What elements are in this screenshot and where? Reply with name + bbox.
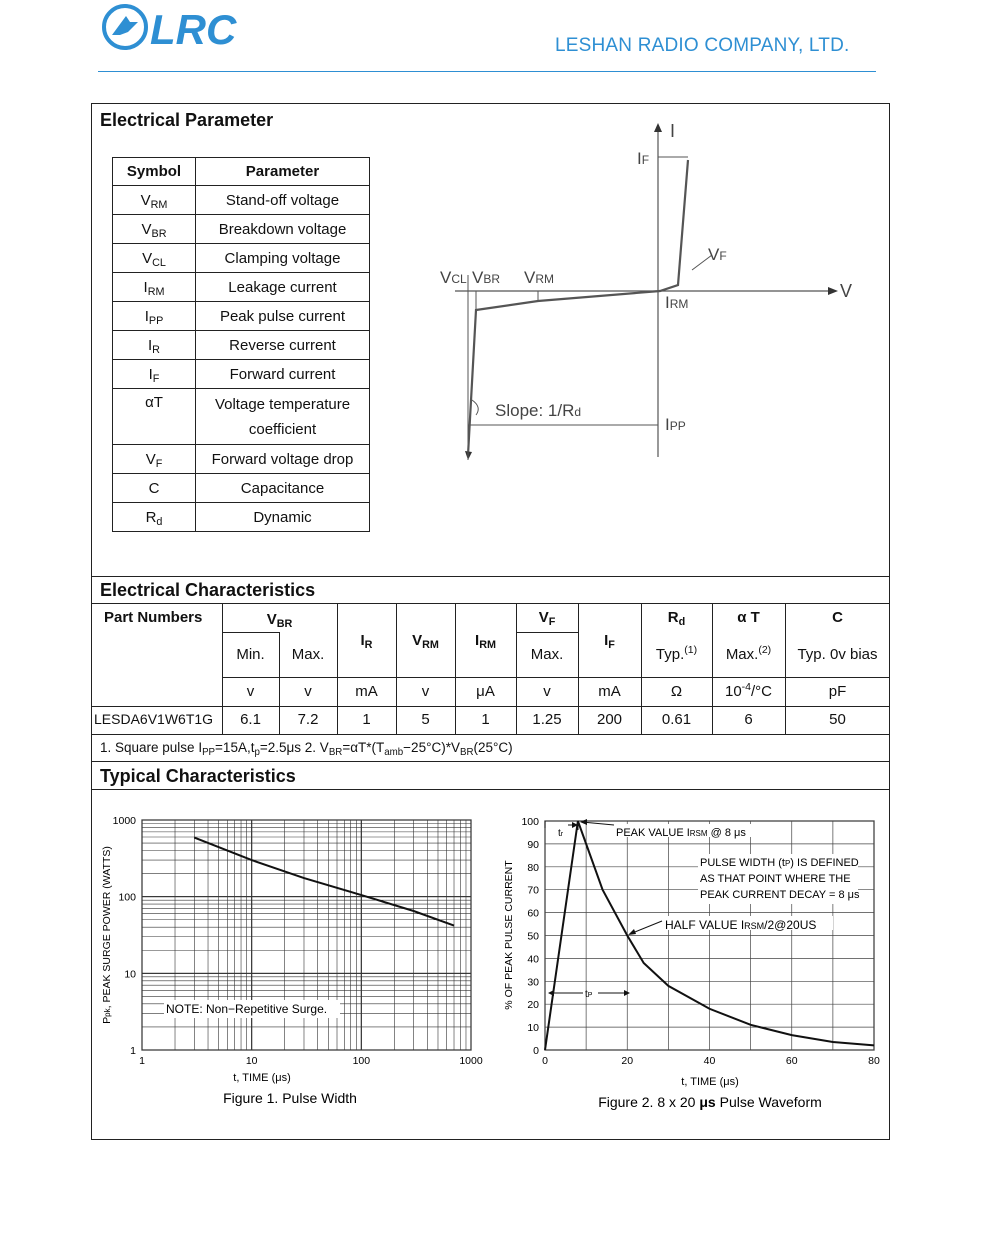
tp-arrow-left-icon (548, 990, 554, 996)
figure-1-caption: Figure 1. Pulse Width (223, 1090, 357, 1106)
x-axis-label: t, TIME (μs) (233, 1072, 291, 1084)
y-tick-label: 1000 (112, 815, 136, 827)
divider (91, 603, 890, 604)
unit-if: mA (598, 683, 621, 700)
section-title-typical-characteristics: Typical Characteristics (100, 766, 296, 786)
table-footnote: 1. Square pulse $I_{PP}=15A,t_p=2.5\mu s$ 2. $V_{BR}=\alpha T*(T_{amb}-25^\circ C)*V_{BR}(25^\circ C)$ (100, 740, 513, 758)
y-tick-label: 60 (527, 907, 539, 920)
section-title-electrical-characteristics: Electrical Characteristics (100, 580, 316, 600)
figure-1-chart (92, 805, 492, 1115)
symbol: I (144, 307, 149, 325)
symbol-sub: CL (152, 256, 166, 269)
parameter: Forward current (196, 360, 370, 389)
tick-labels (521, 816, 880, 1067)
cell-ir: 1 (362, 711, 371, 728)
cell-rd: 0.61 (661, 711, 692, 728)
symbol-sub: RM (147, 285, 165, 298)
pulse-width-line3: PEAK CURRENT DECAY = 8 μs (700, 889, 860, 901)
x-tick-label: 80 (868, 1055, 880, 1067)
x-tick-label: 100 (352, 1055, 371, 1067)
cell-irm: 1 (481, 711, 490, 728)
symbol-sub: PP (148, 314, 164, 327)
col-symbol: Symbol (113, 158, 196, 186)
parameter: Capacitance (196, 474, 370, 503)
parameter-line2: coefficient (248, 420, 317, 438)
symbol: I (148, 365, 153, 383)
unit-vbr-min: v (246, 683, 255, 700)
figure-2-caption: Figure 2. 8 x 20 μs Pulse Waveform (598, 1094, 822, 1110)
symbol: V (140, 191, 151, 209)
unit-c: pF (828, 683, 847, 700)
symbol-sub: F (155, 457, 163, 470)
header-part-numbers: Part Numbers (104, 609, 203, 626)
header-irm: $I_{RM}$ (475, 632, 496, 651)
cell-part-number: LESDA6V1W6T1G (94, 711, 214, 727)
col-parameter: Parameter (196, 158, 370, 186)
y-tick-label: 90 (527, 838, 539, 851)
lrc-logo (100, 2, 270, 52)
table-row (113, 244, 370, 273)
cell-alpha-t: 6 (744, 711, 753, 728)
v-axis-arrow-icon (828, 287, 838, 295)
i-axis-arrow-icon (654, 123, 662, 132)
pulse-width-line1: PULSE WIDTH (tP) IS DEFINED (700, 857, 859, 869)
y-tick-label: 0 (533, 1045, 539, 1057)
half-value-label: HALF VALUE IRSM/2@20US (665, 918, 817, 932)
cell-vf: 1.25 (532, 711, 562, 728)
subheader-typ: Typ.$^{(1)}$ (655, 644, 698, 663)
x-tick-label: 40 (703, 1055, 716, 1067)
parameter: Clamping voltage (196, 244, 370, 273)
symbol: C (148, 479, 160, 497)
header-rd: $R_d$ (667, 609, 686, 628)
parameter: Dynamic (196, 503, 370, 532)
symbol-sub: RM (150, 198, 168, 211)
y-tick-label: 10 (124, 968, 136, 981)
table-row (113, 273, 370, 302)
symbol: V (145, 450, 156, 468)
y-axis-label: Ppk, PEAK SURGE POWER (WATTS) (101, 846, 113, 1024)
symbol-sub: F (152, 372, 160, 385)
table-row (113, 331, 370, 360)
company-name: LESHAN RADIO COMPANY, LTD. (555, 35, 850, 56)
unit-alpha-t: $10^{-4}/^\circ C$ (724, 681, 773, 700)
y-tick-label: 80 (527, 861, 539, 874)
unit-vrm: v (421, 683, 430, 700)
symbol: V (141, 220, 152, 238)
y-tick-label: 20 (527, 999, 539, 1012)
cell-if: 200 (596, 711, 623, 728)
symbol-sub: d (156, 515, 163, 528)
grid-line (222, 632, 280, 633)
unit-rd: Ω (670, 683, 683, 700)
x-tick-label: 60 (785, 1055, 798, 1067)
cell-c: 50 (829, 711, 846, 728)
y-tick-label: 10 (527, 1022, 539, 1035)
logo-text: LRC (150, 6, 237, 52)
logo-mark-icon (112, 16, 138, 35)
symbol-table (112, 157, 370, 532)
symbol: V (142, 249, 153, 267)
table-row (113, 360, 370, 389)
label-irm: IRM (665, 293, 689, 312)
x-tick-label: 1000 (459, 1055, 483, 1067)
symbol: αT (145, 394, 163, 411)
symbol-table-header (113, 158, 370, 186)
parameter: Stand-off voltage (196, 186, 370, 215)
label-if: IF (637, 149, 650, 168)
y-tick-label: 50 (527, 930, 539, 943)
subheader-at-max: Max.$^{(2)}$ (725, 644, 772, 663)
parameter: Voltage temperature (214, 395, 351, 413)
subheader-vf-max: Max. (530, 646, 564, 663)
cell-vbr-min: 6.1 (240, 711, 261, 728)
axis-v-label: V (840, 281, 853, 301)
x-tick-label: 10 (245, 1055, 258, 1067)
cell-vbr-max: 7.2 (297, 711, 319, 728)
symbol: R (145, 508, 157, 526)
y-tick-label: 100 (118, 891, 136, 904)
section-title-electrical-parameter: Electrical Parameter (100, 110, 274, 130)
subheader-typ-bias: Typ. 0v bias (797, 646, 878, 663)
table-row (113, 389, 370, 445)
cell-vrm: 5 (421, 711, 430, 728)
label-slope: Slope: 1/Rd (495, 401, 582, 420)
note-annotation: NOTE: Non−Repetitive Surge. (166, 1002, 328, 1016)
table-row (113, 503, 370, 532)
label-ipp: IPP (665, 415, 686, 434)
label-vcl: VCL (440, 268, 467, 287)
pulse-width-line2: AS THAT POINT WHERE THE (700, 873, 851, 885)
axis-i-label: I (670, 121, 676, 141)
peak-label: PEAK VALUE IRSM @ 8 μs (616, 827, 746, 839)
grid-line (222, 677, 890, 678)
grid-line (91, 706, 890, 707)
header-vf: $V_F$ (538, 609, 556, 628)
table-row (113, 445, 370, 474)
unit-ir: mA (355, 683, 378, 700)
divider (91, 576, 890, 577)
subheader-max: Max. (291, 646, 325, 663)
symbol-sub: R (152, 343, 160, 356)
iv-characteristic-diagram (420, 115, 870, 470)
parameter: Leakage current (196, 273, 370, 302)
header-ir: $I_R$ (360, 632, 373, 651)
header-alpha-t: α T (737, 609, 760, 626)
x-tick-label: 20 (621, 1055, 634, 1067)
grid-line (516, 632, 578, 633)
peak-arrow-icon (580, 819, 587, 825)
x-tick-label: 0 (542, 1055, 548, 1067)
x-axis-label: t, TIME (μs) (681, 1076, 739, 1088)
unit-vf: v (543, 683, 551, 700)
tp-label: tP (585, 989, 593, 1000)
label-vbr: VBR (472, 268, 501, 287)
y-tick-label: 1 (130, 1045, 136, 1057)
parameter: Forward voltage drop (196, 445, 370, 474)
y-tick-label: 100 (521, 816, 539, 828)
unit-irm: μA (476, 683, 495, 700)
label-vf: VF (708, 245, 727, 264)
table-row (113, 186, 370, 215)
grid-line (91, 734, 890, 735)
symbol: I (143, 278, 148, 296)
table-row (113, 215, 370, 244)
header-vbr: $V_{BR}$ (266, 611, 293, 630)
y-axis-label: % OF PEAK PULSE CURRENT (503, 860, 515, 1010)
y-tick-label: 30 (527, 976, 539, 989)
header-vrm: $V_{RM}$ (412, 632, 439, 651)
figure-2-chart (498, 808, 888, 1118)
divider (91, 789, 890, 790)
parameter: Reverse current (196, 331, 370, 360)
half-value-arrow-icon (628, 929, 636, 935)
unit-vbr-max: v (304, 683, 312, 700)
x-tick-label: 1 (139, 1055, 145, 1067)
parameter: Peak pulse current (196, 302, 370, 331)
y-tick-label: 40 (527, 953, 539, 966)
symbol: I (148, 336, 153, 354)
y-tick-label: 70 (527, 884, 539, 897)
table-row (113, 302, 370, 331)
label-vrm: VRM (524, 268, 555, 287)
symbol-sub: BR (151, 227, 167, 240)
table-row (113, 474, 370, 503)
tr-label: tr (558, 828, 564, 839)
divider (91, 761, 890, 762)
subheader-min: Min. (236, 646, 265, 663)
parameter: Breakdown voltage (196, 215, 370, 244)
header-if: $I_F$ (604, 632, 615, 651)
slope-arc (472, 400, 478, 415)
header-rule (98, 71, 876, 72)
header-c: C (832, 609, 843, 626)
